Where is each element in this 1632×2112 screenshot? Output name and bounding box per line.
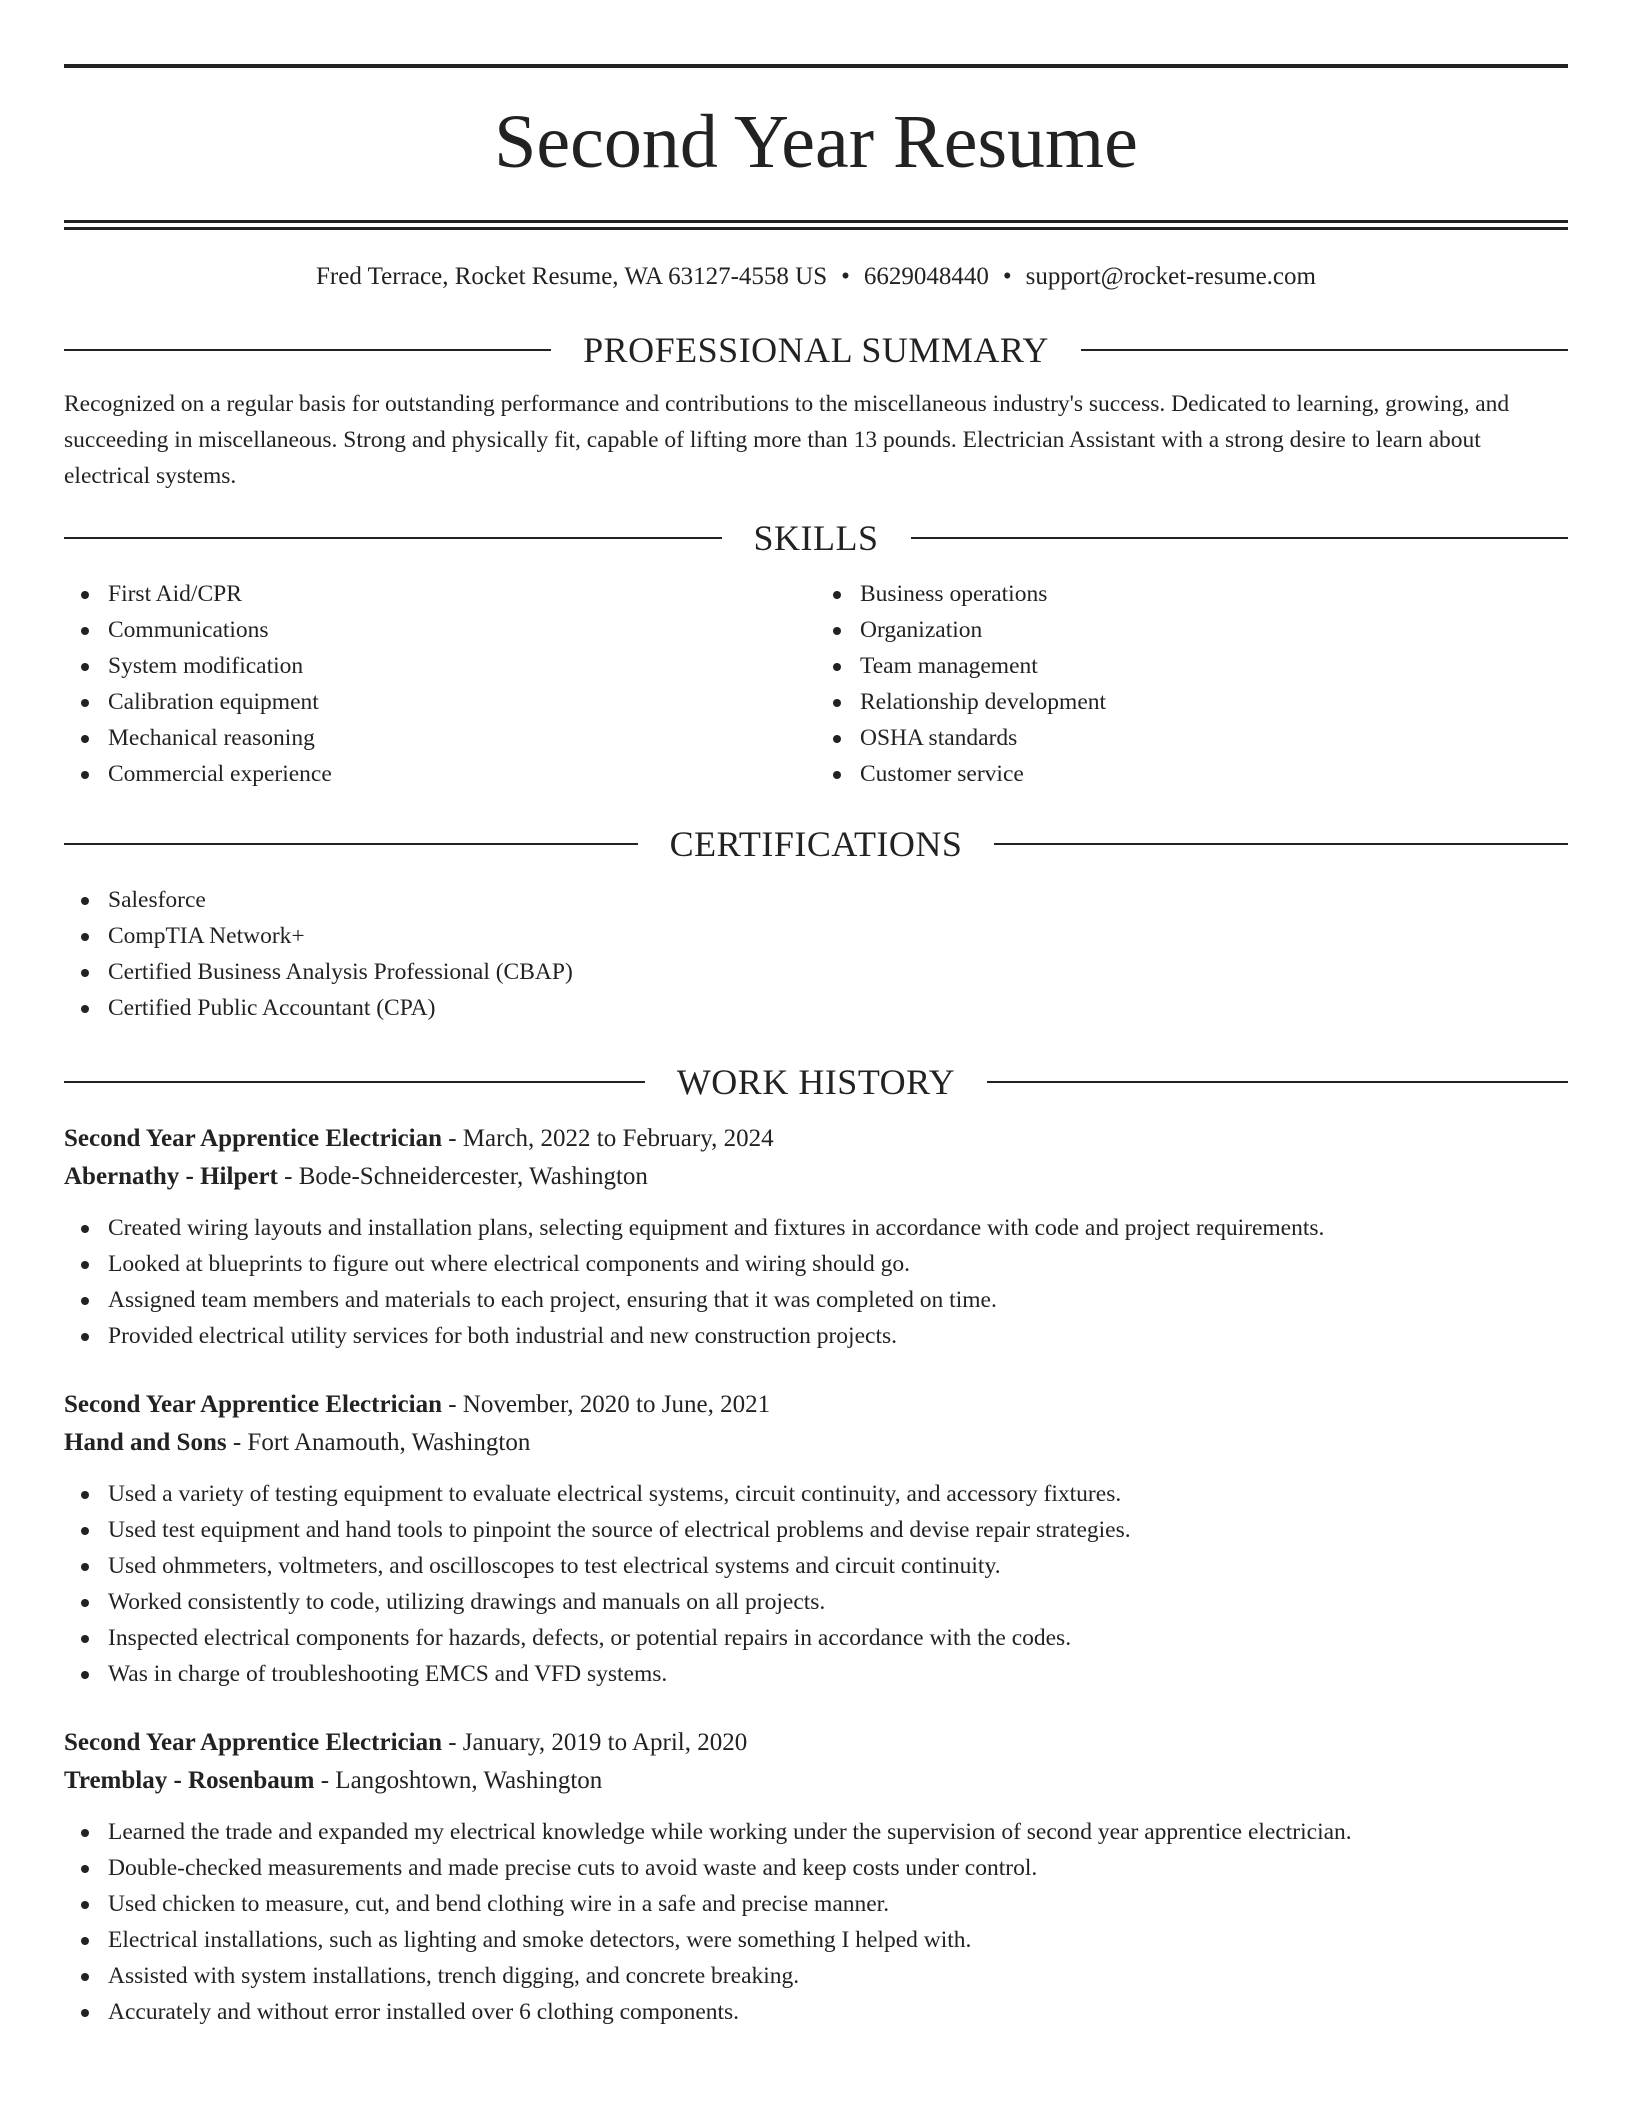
skill-item: Mechanical reasoning [64, 720, 816, 756]
job-title-line [64, 1724, 1568, 1762]
job-entry [64, 1724, 1568, 2030]
job-duty: Used test equipment and hand tools to pinpoint the source of electrical problems and devise repair strategies. [64, 1512, 1568, 1548]
job-entry [64, 1386, 1568, 1692]
contact-email: support@rocket-resume.com [1025, 263, 1316, 290]
job-duties [64, 1476, 1568, 1692]
top-rule [64, 64, 1568, 68]
work-history-heading [64, 1062, 1568, 1102]
job-title: Second Year Apprentice Electrician [64, 1391, 442, 1418]
contact-line [64, 262, 1568, 292]
job-title-line [64, 1386, 1568, 1424]
summary-heading-text: PROFESSIONAL SUMMARY [583, 330, 1049, 370]
skills-heading-text: SKILLS [753, 518, 879, 558]
job-company: Abernathy - Hilpert [64, 1163, 278, 1190]
contact-separator: • [841, 263, 850, 290]
skill-item: OSHA standards [816, 720, 1568, 756]
job-title: Second Year Apprentice Electrician [64, 1729, 442, 1756]
job-duty: Assisted with system installations, trench digging, and concrete breaking. [64, 1958, 1568, 1994]
job-location: - Langoshtown, Washington [314, 1767, 603, 1794]
job-entry [64, 1120, 1568, 1354]
job-duty: Electrical installations, such as lighting and smoke detectors, were something I helped with. [64, 1922, 1568, 1958]
title-double-rule [64, 220, 1568, 230]
certification-item: CompTIA Network+ [64, 918, 1568, 954]
job-duty: Used ohmmeters, voltmeters, and oscilloscopes to test electrical systems and circuit continuity. [64, 1548, 1568, 1584]
certification-item: Salesforce [64, 882, 1568, 918]
job-duty: Looked at blueprints to figure out where electrical components and wiring should go. [64, 1246, 1568, 1282]
skill-item: Commercial experience [64, 756, 816, 792]
job-duty: Accurately and without error installed over 6 clothing components. [64, 1994, 1568, 2030]
skill-item: First Aid/CPR [64, 576, 816, 612]
resume-page [64, 64, 1568, 2030]
skill-item: System modification [64, 648, 816, 684]
summary-text: Recognized on a regular basis for outstanding performance and contributions to the miscellaneous industry's success. Dedicated to learning, growing, and succeeding in miscellaneous. Strong and physically fit, capable of lifting more than 13 pounds. Electrician Assistant with a strong desire to learn about electrical systems. [64, 391, 1510, 489]
job-duty: Inspected electrical components for hazards, defects, or potential repairs in accordance with the codes. [64, 1620, 1568, 1656]
skills-grid [64, 576, 1568, 792]
job-company-line [64, 1158, 1568, 1196]
skills-list-left [64, 576, 816, 792]
job-company-line [64, 1424, 1568, 1462]
job-duty: Provided electrical utility services for both industrial and new construction projects. [64, 1318, 1568, 1354]
job-duty: Used a variety of testing equipment to evaluate electrical systems, circuit continuity, and accessory fixtures. [64, 1476, 1568, 1512]
skill-item: Customer service [816, 756, 1568, 792]
summary-heading [64, 330, 1568, 370]
job-company: Tremblay - Rosenbaum [64, 1767, 315, 1794]
skill-item: Relationship development [816, 684, 1568, 720]
skills-heading [64, 518, 1568, 558]
job-duty: Double-checked measurements and made precise cuts to avoid waste and keep costs under control. [64, 1850, 1568, 1886]
certifications-list [64, 882, 1568, 1026]
job-dates: - November, 2020 to June, 2021 [441, 1391, 771, 1418]
skill-item: Communications [64, 612, 816, 648]
job-company: Hand and Sons [64, 1429, 227, 1456]
skill-item: Calibration equipment [64, 684, 816, 720]
job-duties [64, 1814, 1568, 2030]
certifications-heading-text: CERTIFICATIONS [669, 824, 963, 864]
contact-address: Fred Terrace, Rocket Resume, WA 63127-4558 US [316, 263, 828, 290]
contact-separator: • [1002, 263, 1012, 290]
job-duty: Was in charge of troubleshooting EMCS and VFD systems. [64, 1656, 1568, 1692]
job-dates: - March, 2022 to February, 2024 [441, 1125, 774, 1152]
job-duty: Used chicken to measure, cut, and bend clothing wire in a safe and precise manner. [64, 1886, 1568, 1922]
job-duty: Learned the trade and expanded my electrical knowledge while working under the supervision of second year apprentice electrician. [64, 1814, 1568, 1850]
job-dates: - January, 2019 to April, 2020 [441, 1729, 748, 1756]
certifications-heading [64, 824, 1568, 864]
contact-phone: 6629048440 [863, 263, 989, 290]
job-title-line [64, 1120, 1568, 1158]
work-history-heading-text: WORK HISTORY [676, 1062, 956, 1102]
job-duty: Worked consistently to code, utilizing drawings and manuals on all projects. [64, 1584, 1568, 1620]
skill-item: Business operations [816, 576, 1568, 612]
job-duty: Created wiring layouts and installation plans, selecting equipment and fixtures in accordance with code and project requirements. [64, 1210, 1568, 1246]
resume-title: Second Year Resume [494, 100, 1138, 184]
skill-item: Organization [816, 612, 1568, 648]
job-duties [64, 1210, 1568, 1354]
skills-list-right [816, 576, 1568, 792]
skill-item: Team management [816, 648, 1568, 684]
job-duty: Assigned team members and materials to each project, ensuring that it was completed on time. [64, 1282, 1568, 1318]
job-company-line [64, 1762, 1568, 1800]
certification-item: Certified Business Analysis Professional (CBAP) [64, 954, 1568, 990]
certification-item: Certified Public Accountant (CPA) [64, 990, 1568, 1026]
job-location: - Bode-Schneidercester, Washington [277, 1163, 648, 1190]
job-title: Second Year Apprentice Electrician [64, 1125, 442, 1152]
job-location: - Fort Anamouth, Washington [226, 1429, 531, 1456]
